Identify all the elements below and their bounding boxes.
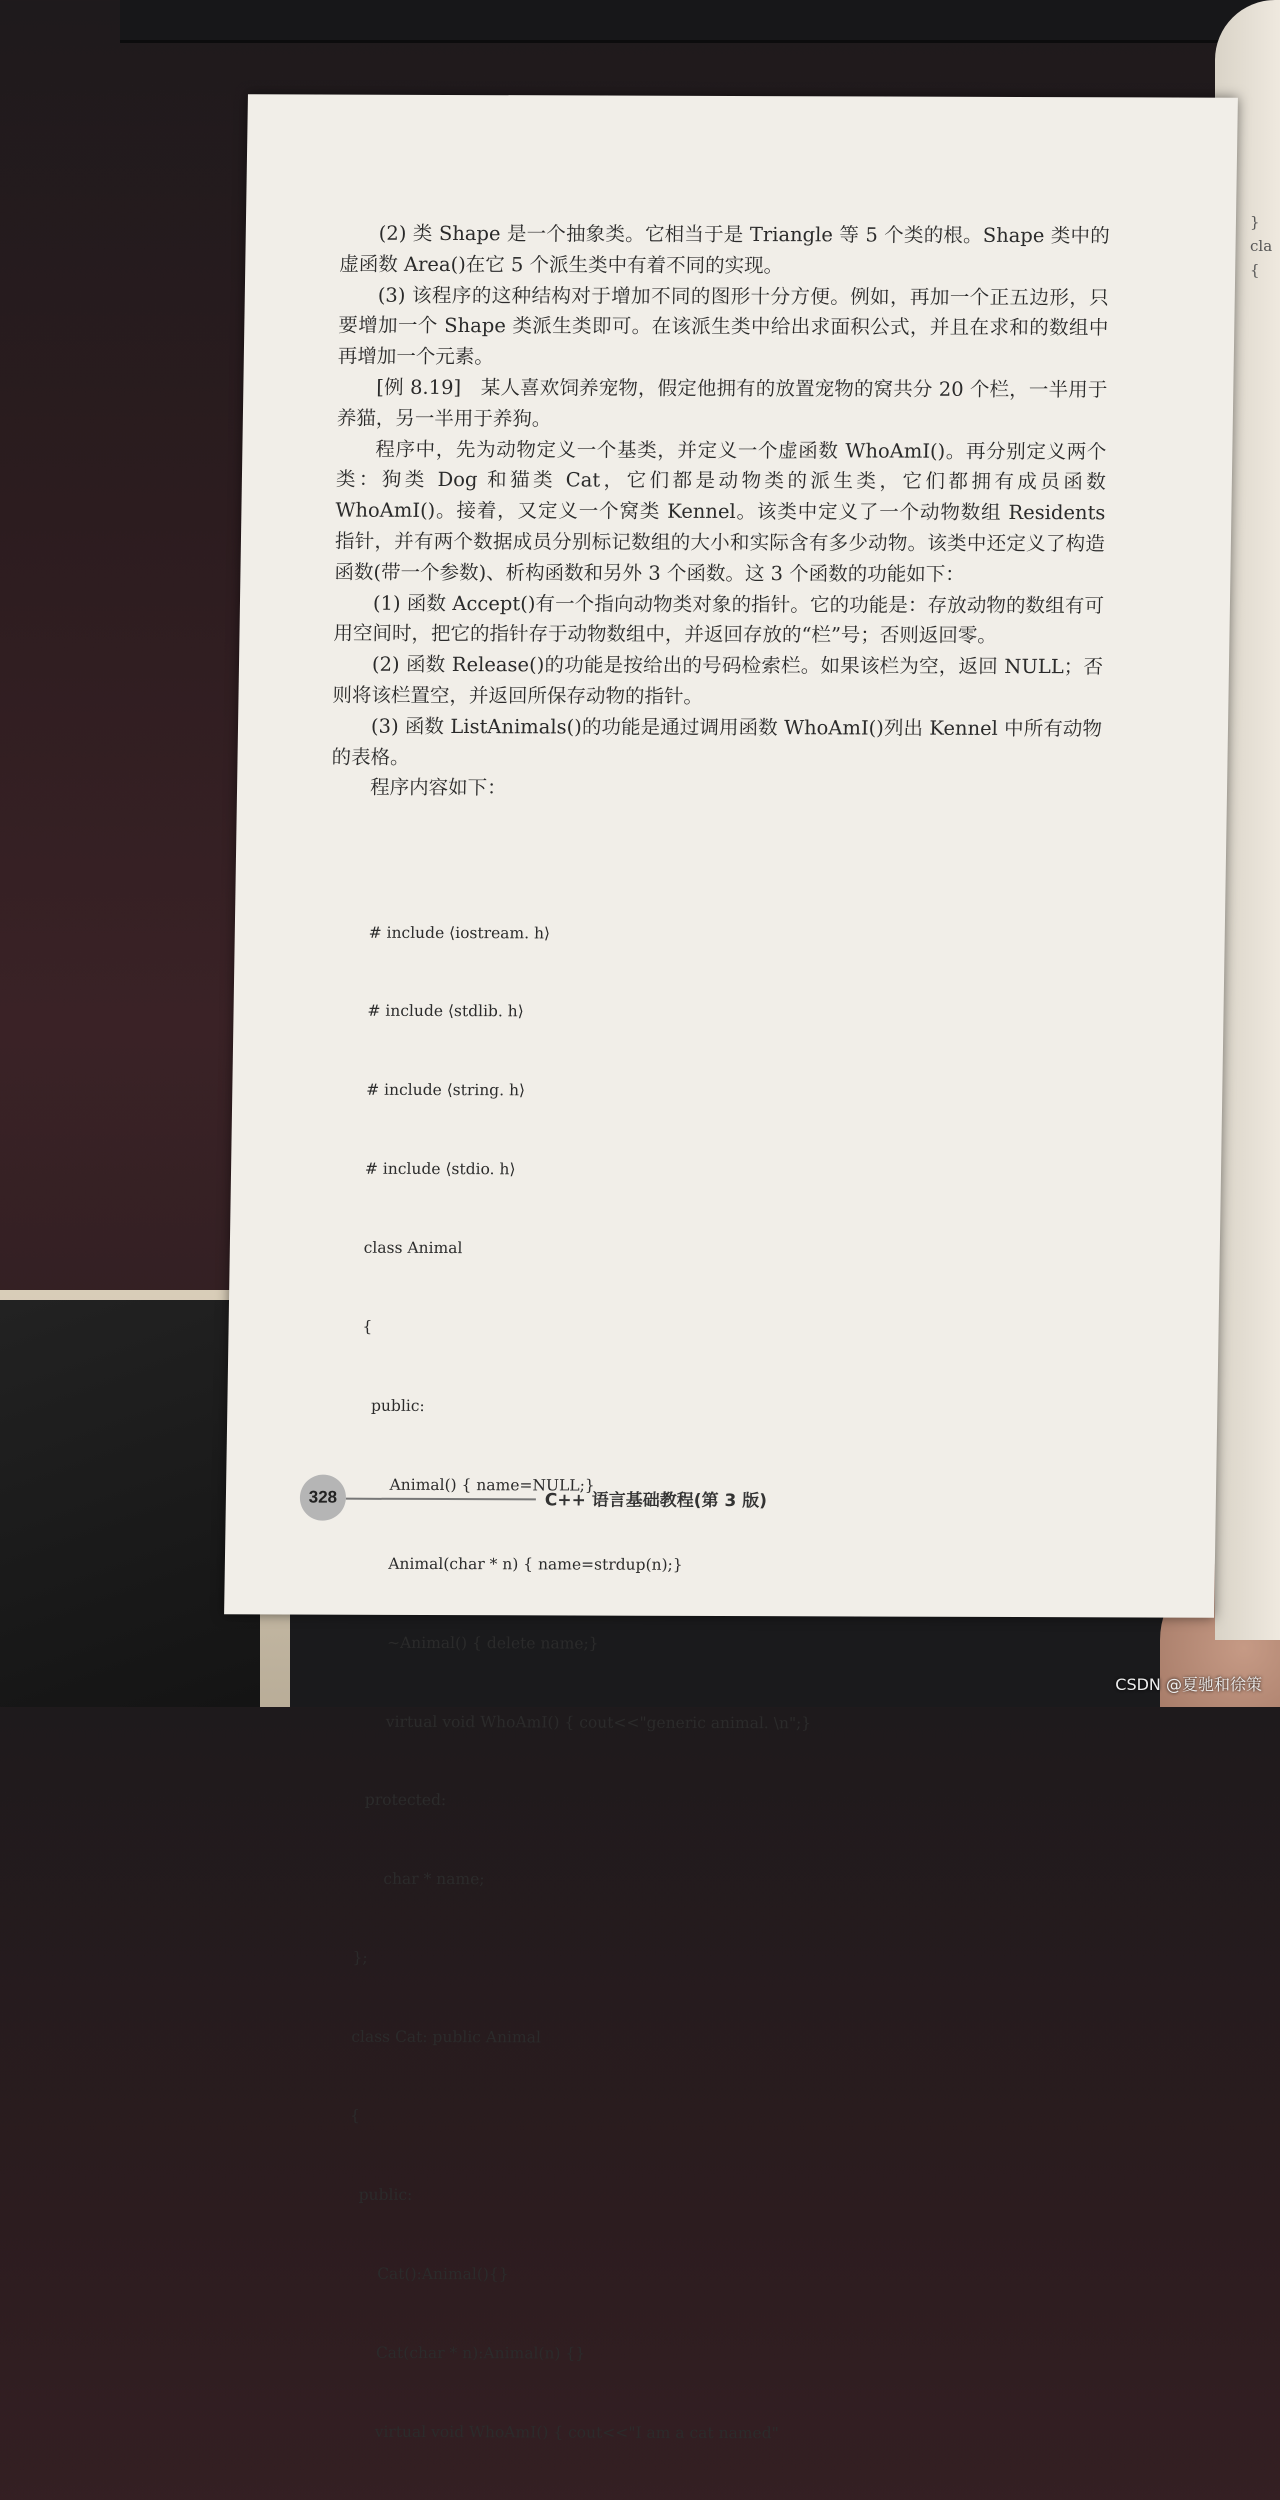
code-line: virtual void WhoAmI() { cout<<"generic animal. \n";} — [346, 1712, 812, 1732]
page-number: 328 — [300, 1475, 347, 1521]
code-line: ~Animal() { delete name;} — [347, 1633, 599, 1653]
paragraph: (1) 函数 Accept()有一个指向动物类对象的指针。它的功能是：存放动物的数组有可用空间时，把它的指针存于动物数组中，并返回存放的“栏”号；否则返回零。 — [333, 591, 1105, 648]
code-line: # include ⟨stdlib. h⟩ — [357, 1002, 524, 1021]
paragraph: 程序中，先为动物定义一个基类，并定义一个虚函数 WhoAmI()。再分别定义两个类：狗类 Dog 和猫类 Cat，它们都是动物类的派生类，它们都拥有成员函数 WhoAmI()。接着，又定义一个窝类 Kennel。该类中定义了一个动物数组 Residents 指针，并有两个数据成员分别标记数组的大小和实际含有多少动物。该类中还定义了构造函数(带一个参数)、析构函数和另外 3 个函数。这 3 个函数的功能如下： — [334, 437, 1107, 586]
watermark: CSDN @夏驰和徐策 — [1115, 1675, 1262, 1694]
paragraph: (3) 该程序的这种结构对于增加不同的图形十分方便。例如，再加一个正五边形，只要增加一个 Shape 类派生类即可。在该派生类中给出求面积公式，并且在求和的数组中再增加一个元素。 — [337, 283, 1109, 369]
code-line: public: — [338, 2185, 413, 2204]
edge-text-line: { — [1250, 261, 1260, 279]
code-line: Cat(char * n):Animal(n) {} — [336, 2343, 586, 2363]
code-line: }; — [342, 1948, 368, 1967]
code-line: char * name; — [343, 1869, 485, 1889]
laptop-edge — [120, 0, 1270, 43]
code-line: { — [340, 2106, 361, 2125]
paragraph: [例 8.19] 某人喜欢饲养宠物，假定他拥有的放置宠物的窝共分 20 个栏，一半用于养猫，另一半用于养狗。 — [336, 375, 1108, 431]
code-line: public: — [351, 1396, 425, 1415]
page-body — [331, 219, 1110, 807]
code-line: # include ⟨iostream. h⟩ — [358, 923, 551, 942]
code-line: protected: — [345, 1791, 447, 1810]
paragraph: (3) 函数 ListAnimals()的功能是通过调用函数 WhoAmI()列出 Kennel 中所有动物的表格。 — [331, 714, 1103, 769]
code-line: class Animal — [353, 1238, 463, 1258]
code-line: # include ⟨string. h⟩ — [356, 1081, 526, 1100]
edge-text-line: cla — [1250, 237, 1273, 255]
code-line: Animal(char * n) { name=strdup(n);} — [348, 1554, 683, 1574]
paragraph: (2) 类 Shape 是一个抽象类。它相当于是 Triangle 等 5 个类的根。Shape 类中的虚函数 Area()在它 5 个派生类中有着不同的实现。 — [339, 221, 1110, 277]
next-page-text — [1250, 210, 1272, 282]
book-title: C++ 语言基础教程(第 3 版) — [544, 1490, 768, 1512]
code-line: class Cat: public Animal — [341, 2027, 542, 2047]
code-line: Animal() { name=NULL;} — [349, 1475, 595, 1495]
dark-object — [0, 1300, 260, 1707]
footer-rule — [346, 1498, 536, 1501]
edge-text-line: } — [1250, 213, 1260, 231]
paragraph: (2) 函数 Release()的功能是按给出的号码检索栏。如果该栏为空，返回 NULL；否则将该栏置空，并返回所保存动物的指针。 — [332, 652, 1104, 708]
code-line: # include ⟨stdio. h⟩ — [354, 1159, 516, 1179]
paragraph: 程序内容如下： — [369, 776, 507, 800]
code-line: virtual void WhoAmI() { cout<<"I am a cat named" — [335, 2422, 779, 2442]
code-listing — [334, 867, 1060, 2500]
page-footer — [299, 1475, 860, 1527]
code-line: { — [352, 1317, 373, 1336]
code-line: Cat():Animal(){} — [337, 2264, 509, 2284]
